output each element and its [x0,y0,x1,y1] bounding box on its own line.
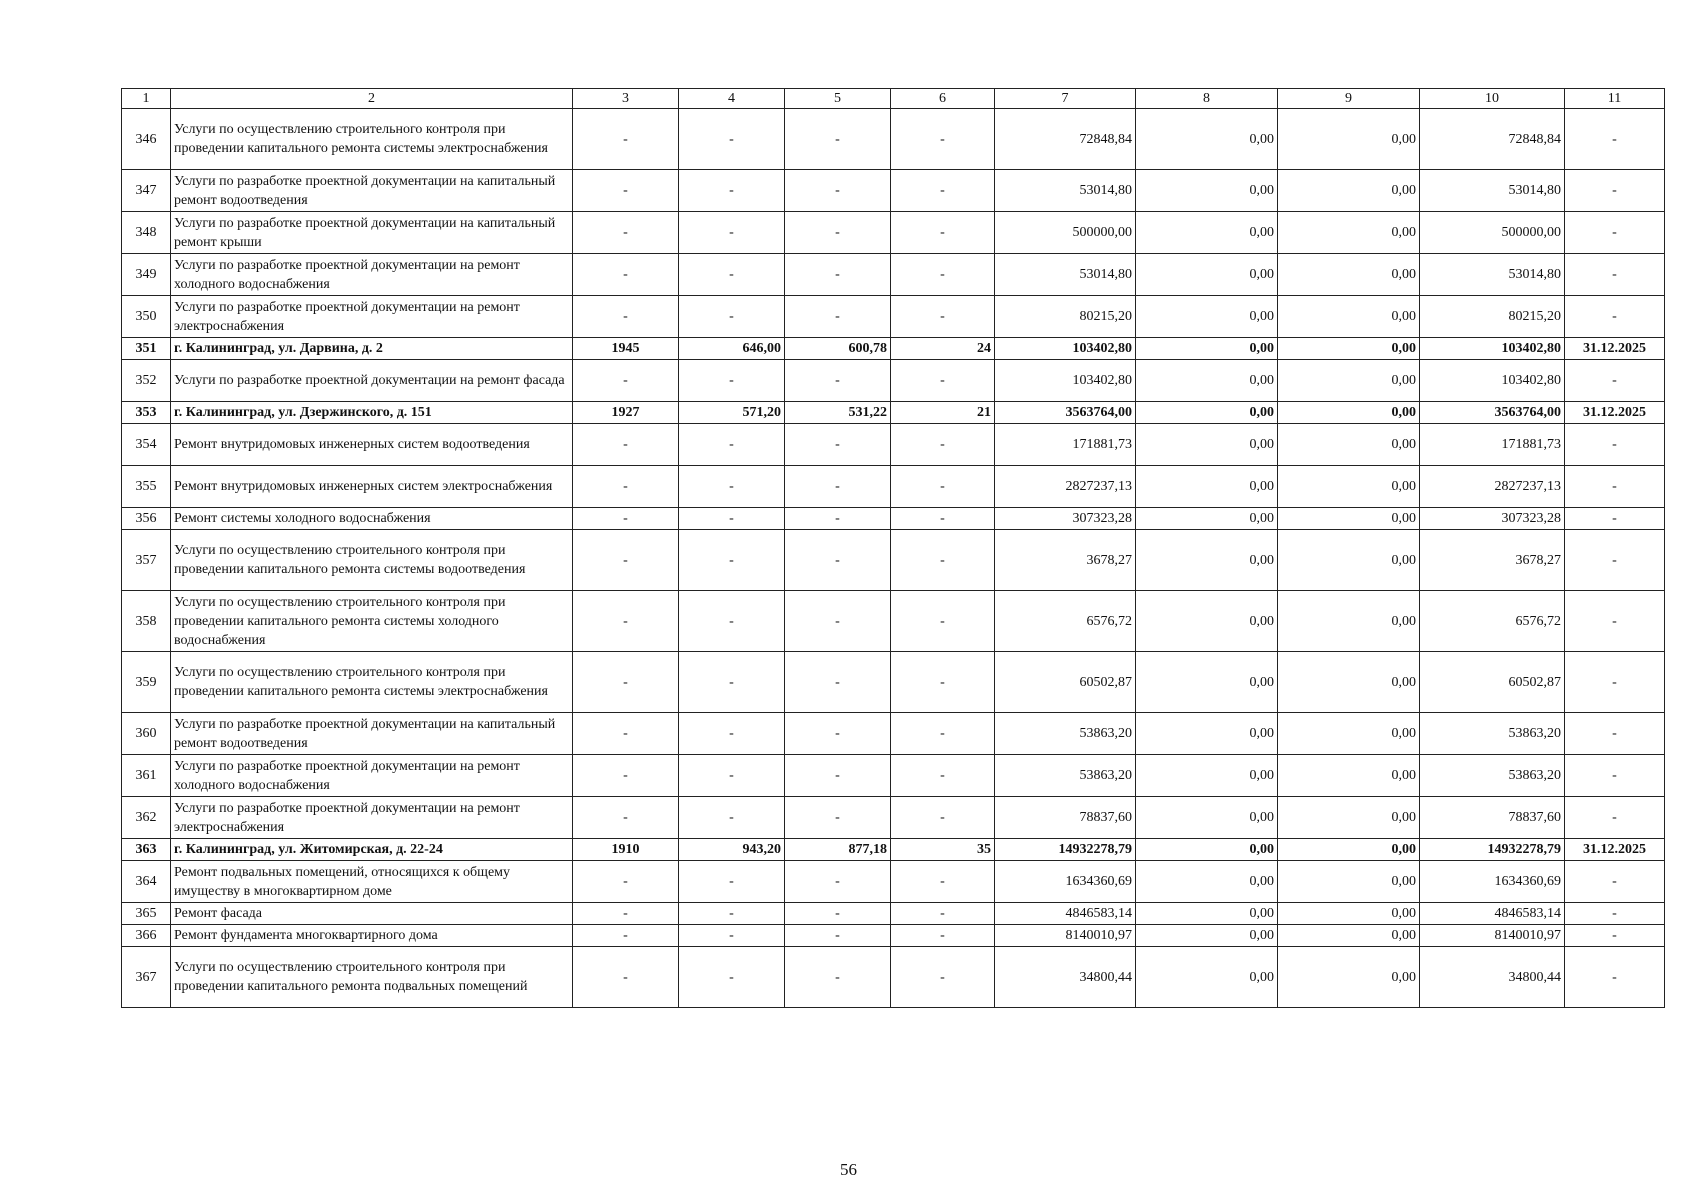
row-number-cell: 357 [122,530,171,591]
col-10-cell: 78837,60 [1420,797,1565,839]
header-cell-10: 10 [1420,89,1565,109]
col-5-cell: - [785,466,891,508]
col-5-cell: - [785,530,891,591]
col-6-cell: 35 [891,839,995,861]
col-10-cell: 14932278,79 [1420,839,1565,861]
col-10-cell: 307323,28 [1420,508,1565,530]
item-name-cell: Услуги по осуществлению строительного контроля при проведении капитального ремонта системы водоотведения [171,530,573,591]
item-name-cell: Услуги по разработке проектной документации на ремонт фасада [171,360,573,402]
row-number-cell: 366 [122,925,171,947]
col-11-cell: - [1565,903,1665,925]
table-row [122,755,1665,797]
col-5-cell: 600,78 [785,338,891,360]
col-11-cell: - [1565,424,1665,466]
col-9-cell: 0,00 [1278,713,1420,755]
col-9-cell: 0,00 [1278,360,1420,402]
row-number-cell: 361 [122,755,171,797]
col-4-cell: - [679,903,785,925]
table-row [122,591,1665,652]
header-cell-11: 11 [1565,89,1665,109]
col-3-cell: - [573,947,679,1008]
col-5-cell: - [785,755,891,797]
col-4-cell: - [679,947,785,1008]
col-11-cell: - [1565,861,1665,903]
col-7-cell: 14932278,79 [995,839,1136,861]
col-11-cell: 31.12.2025 [1565,839,1665,861]
col-7-cell: 500000,00 [995,212,1136,254]
item-name-cell: Ремонт фасада [171,903,573,925]
col-3-cell: - [573,296,679,338]
col-6-cell: - [891,109,995,170]
row-number-cell: 359 [122,652,171,713]
table-row [122,109,1665,170]
col-6-cell: - [891,508,995,530]
col-8-cell: 0,00 [1136,360,1278,402]
col-11-cell: - [1565,170,1665,212]
col-7-cell: 53863,20 [995,755,1136,797]
col-3-cell: - [573,508,679,530]
col-3-cell: - [573,755,679,797]
col-4-cell: - [679,861,785,903]
col-5-cell: 877,18 [785,839,891,861]
col-9-cell: 0,00 [1278,925,1420,947]
col-11-cell: - [1565,797,1665,839]
table-row [122,296,1665,338]
col-9-cell: 0,00 [1278,424,1420,466]
col-5-cell: - [785,925,891,947]
table-row [122,947,1665,1008]
col-5-cell: - [785,591,891,652]
row-number-cell: 364 [122,861,171,903]
row-number-cell: 363 [122,839,171,861]
col-11-cell: - [1565,925,1665,947]
item-name-cell: Ремонт фундамента многоквартирного дома [171,925,573,947]
col-8-cell: 0,00 [1136,591,1278,652]
col-8-cell: 0,00 [1136,296,1278,338]
col-10-cell: 53014,80 [1420,254,1565,296]
col-7-cell: 3678,27 [995,530,1136,591]
col-3-cell: - [573,861,679,903]
col-10-cell: 103402,80 [1420,338,1565,360]
row-number-cell: 365 [122,903,171,925]
col-11-cell: - [1565,947,1665,1008]
col-3-cell: - [573,903,679,925]
col-9-cell: 0,00 [1278,861,1420,903]
col-9-cell: 0,00 [1278,530,1420,591]
header-cell-6: 6 [891,89,995,109]
col-4-cell: - [679,755,785,797]
col-3-cell: - [573,713,679,755]
col-5-cell: - [785,861,891,903]
col-3-cell: 1927 [573,402,679,424]
col-6-cell: - [891,466,995,508]
col-11-cell: 31.12.2025 [1565,338,1665,360]
col-10-cell: 500000,00 [1420,212,1565,254]
table-row [122,402,1665,424]
col-3-cell: - [573,360,679,402]
item-name-cell: Услуги по разработке проектной документации на ремонт холодного водоснабжения [171,254,573,296]
col-8-cell: 0,00 [1136,797,1278,839]
table-row [122,652,1665,713]
row-number-cell: 346 [122,109,171,170]
col-6-cell: 21 [891,402,995,424]
col-7-cell: 4846583,14 [995,903,1136,925]
col-6-cell: - [891,755,995,797]
col-5-cell: - [785,713,891,755]
row-number-cell: 354 [122,424,171,466]
col-6-cell: - [891,254,995,296]
col-8-cell: 0,00 [1136,424,1278,466]
col-7-cell: 53863,20 [995,713,1136,755]
row-number-cell: 356 [122,508,171,530]
col-6-cell: - [891,360,995,402]
row-number-cell: 362 [122,797,171,839]
col-7-cell: 1634360,69 [995,861,1136,903]
col-11-cell: - [1565,508,1665,530]
col-10-cell: 3678,27 [1420,530,1565,591]
col-10-cell: 72848,84 [1420,109,1565,170]
col-8-cell: 0,00 [1136,402,1278,424]
col-3-cell: - [573,530,679,591]
col-7-cell: 53014,80 [995,170,1136,212]
col-7-cell: 78837,60 [995,797,1136,839]
col-10-cell: 53014,80 [1420,170,1565,212]
header-cell-2: 2 [171,89,573,109]
col-11-cell: - [1565,713,1665,755]
col-8-cell: 0,00 [1136,652,1278,713]
row-number-cell: 349 [122,254,171,296]
col-11-cell: - [1565,755,1665,797]
col-11-cell: - [1565,296,1665,338]
col-9-cell: 0,00 [1278,591,1420,652]
table-row [122,338,1665,360]
col-7-cell: 60502,87 [995,652,1136,713]
col-8-cell: 0,00 [1136,466,1278,508]
col-8-cell: 0,00 [1136,861,1278,903]
col-10-cell: 80215,20 [1420,296,1565,338]
page-number: 56 [840,1160,857,1179]
col-4-cell: 646,00 [679,338,785,360]
col-4-cell: - [679,530,785,591]
col-9-cell: 0,00 [1278,903,1420,925]
col-7-cell: 80215,20 [995,296,1136,338]
col-6-cell: - [891,713,995,755]
col-6-cell: - [891,652,995,713]
col-4-cell: - [679,797,785,839]
table-row [122,530,1665,591]
table-row [122,508,1665,530]
col-8-cell: 0,00 [1136,755,1278,797]
table-row [122,170,1665,212]
item-name-cell: Ремонт внутридомовых инженерных систем электроснабжения [171,466,573,508]
header-cell-3: 3 [573,89,679,109]
col-3-cell: 1945 [573,338,679,360]
col-5-cell: - [785,652,891,713]
col-3-cell: - [573,109,679,170]
col-9-cell: 0,00 [1278,466,1420,508]
col-10-cell: 4846583,14 [1420,903,1565,925]
col-9-cell: 0,00 [1278,170,1420,212]
col-8-cell: 0,00 [1136,925,1278,947]
col-6-cell: - [891,925,995,947]
item-name-cell: г. Калининград, ул. Житомирская, д. 22-24 [171,839,573,861]
col-7-cell: 34800,44 [995,947,1136,1008]
col-5-cell: - [785,903,891,925]
col-4-cell: - [679,925,785,947]
col-4-cell: - [679,254,785,296]
col-6-cell: - [891,424,995,466]
col-6-cell: 24 [891,338,995,360]
col-3-cell: - [573,797,679,839]
col-4-cell: - [679,212,785,254]
item-name-cell: Услуги по разработке проектной документации на ремонт электроснабжения [171,296,573,338]
col-9-cell: 0,00 [1278,212,1420,254]
item-name-cell: Услуги по осуществлению строительного контроля при проведении капитального ремонта системы электроснабжения [171,109,573,170]
col-8-cell: 0,00 [1136,338,1278,360]
row-number-cell: 347 [122,170,171,212]
col-6-cell: - [891,797,995,839]
col-9-cell: 0,00 [1278,402,1420,424]
col-3-cell: - [573,254,679,296]
header-cell-1: 1 [122,89,171,109]
table-body [122,109,1665,1008]
table-row [122,466,1665,508]
col-3-cell: - [573,212,679,254]
col-11-cell: - [1565,591,1665,652]
col-11-cell: - [1565,360,1665,402]
col-8-cell: 0,00 [1136,109,1278,170]
col-5-cell: - [785,797,891,839]
table-row [122,861,1665,903]
col-10-cell: 2827237,13 [1420,466,1565,508]
col-7-cell: 3563764,00 [995,402,1136,424]
col-11-cell: - [1565,254,1665,296]
item-name-cell: г. Калининград, ул. Дзержинского, д. 151 [171,402,573,424]
col-6-cell: - [891,530,995,591]
col-4-cell: - [679,424,785,466]
col-4-cell: 943,20 [679,839,785,861]
row-number-cell: 358 [122,591,171,652]
table-row [122,713,1665,755]
item-name-cell: Услуги по разработке проектной документации на ремонт холодного водоснабжения [171,755,573,797]
col-10-cell: 8140010,97 [1420,925,1565,947]
row-number-cell: 367 [122,947,171,1008]
col-7-cell: 307323,28 [995,508,1136,530]
row-number-cell: 360 [122,713,171,755]
col-8-cell: 0,00 [1136,903,1278,925]
col-7-cell: 6576,72 [995,591,1136,652]
header-cell-9: 9 [1278,89,1420,109]
col-10-cell: 53863,20 [1420,713,1565,755]
col-9-cell: 0,00 [1278,508,1420,530]
col-8-cell: 0,00 [1136,508,1278,530]
col-11-cell: - [1565,212,1665,254]
col-6-cell: - [891,861,995,903]
col-4-cell: 571,20 [679,402,785,424]
col-8-cell: 0,00 [1136,947,1278,1008]
col-4-cell: - [679,713,785,755]
item-name-cell: Ремонт внутридомовых инженерных систем водоотведения [171,424,573,466]
col-4-cell: - [679,652,785,713]
header-cell-5: 5 [785,89,891,109]
col-3-cell: - [573,466,679,508]
col-11-cell: 31.12.2025 [1565,402,1665,424]
col-8-cell: 0,00 [1136,254,1278,296]
col-5-cell: - [785,296,891,338]
col-3-cell: 1910 [573,839,679,861]
col-10-cell: 171881,73 [1420,424,1565,466]
col-7-cell: 171881,73 [995,424,1136,466]
col-10-cell: 1634360,69 [1420,861,1565,903]
col-6-cell: - [891,591,995,652]
table-row [122,839,1665,861]
col-8-cell: 0,00 [1136,713,1278,755]
header-cell-7: 7 [995,89,1136,109]
col-9-cell: 0,00 [1278,797,1420,839]
capital-repair-table [121,88,1665,1008]
col-6-cell: - [891,170,995,212]
col-9-cell: 0,00 [1278,947,1420,1008]
col-10-cell: 60502,87 [1420,652,1565,713]
item-name-cell: Услуги по разработке проектной документации на капитальный ремонт водоотведения [171,713,573,755]
col-8-cell: 0,00 [1136,530,1278,591]
item-name-cell: Услуги по разработке проектной документации на капитальный ремонт крыши [171,212,573,254]
table-row [122,254,1665,296]
header-row [122,89,1665,109]
item-name-cell: Ремонт системы холодного водоснабжения [171,508,573,530]
col-5-cell: 531,22 [785,402,891,424]
col-9-cell: 0,00 [1278,652,1420,713]
table-row [122,903,1665,925]
col-11-cell: - [1565,466,1665,508]
table-row [122,360,1665,402]
col-9-cell: 0,00 [1278,254,1420,296]
item-name-cell: Услуги по разработке проектной документации на капитальный ремонт водоотведения [171,170,573,212]
col-7-cell: 103402,80 [995,360,1136,402]
col-4-cell: - [679,296,785,338]
col-9-cell: 0,00 [1278,296,1420,338]
col-4-cell: - [679,591,785,652]
item-name-cell: Услуги по осуществлению строительного контроля при проведении капитального ремонта подвальных помещений [171,947,573,1008]
row-number-cell: 355 [122,466,171,508]
col-7-cell: 72848,84 [995,109,1136,170]
table-row [122,212,1665,254]
col-3-cell: - [573,424,679,466]
item-name-cell: Услуги по осуществлению строительного контроля при проведении капитального ремонта системы холодного водоснабжения [171,591,573,652]
item-name-cell: Услуги по разработке проектной документации на ремонт электроснабжения [171,797,573,839]
col-5-cell: - [785,424,891,466]
table-row [122,797,1665,839]
header-cell-4: 4 [679,89,785,109]
col-7-cell: 8140010,97 [995,925,1136,947]
col-3-cell: - [573,591,679,652]
col-8-cell: 0,00 [1136,212,1278,254]
row-number-cell: 348 [122,212,171,254]
col-5-cell: - [785,109,891,170]
col-5-cell: - [785,170,891,212]
col-4-cell: - [679,170,785,212]
row-number-cell: 352 [122,360,171,402]
col-5-cell: - [785,508,891,530]
col-6-cell: - [891,212,995,254]
col-6-cell: - [891,947,995,1008]
col-10-cell: 34800,44 [1420,947,1565,1008]
header-cell-8: 8 [1136,89,1278,109]
col-5-cell: - [785,254,891,296]
col-5-cell: - [785,212,891,254]
item-name-cell: г. Калининград, ул. Дарвина, д. 2 [171,338,573,360]
col-11-cell: - [1565,652,1665,713]
table-row [122,925,1665,947]
col-7-cell: 103402,80 [995,338,1136,360]
table-row [122,424,1665,466]
col-9-cell: 0,00 [1278,338,1420,360]
col-6-cell: - [891,903,995,925]
col-8-cell: 0,00 [1136,839,1278,861]
item-name-cell: Ремонт подвальных помещений, относящихся к общему имуществу в многоквартирном доме [171,861,573,903]
col-3-cell: - [573,652,679,713]
col-5-cell: - [785,360,891,402]
col-6-cell: - [891,296,995,338]
row-number-cell: 353 [122,402,171,424]
col-9-cell: 0,00 [1278,109,1420,170]
col-9-cell: 0,00 [1278,839,1420,861]
col-4-cell: - [679,508,785,530]
row-number-cell: 351 [122,338,171,360]
col-4-cell: - [679,466,785,508]
col-10-cell: 53863,20 [1420,755,1565,797]
col-10-cell: 3563764,00 [1420,402,1565,424]
col-11-cell: - [1565,530,1665,591]
col-10-cell: 103402,80 [1420,360,1565,402]
col-3-cell: - [573,925,679,947]
col-7-cell: 53014,80 [995,254,1136,296]
row-number-cell: 350 [122,296,171,338]
col-4-cell: - [679,360,785,402]
item-name-cell: Услуги по осуществлению строительного контроля при проведении капитального ремонта системы электроснабжения [171,652,573,713]
col-7-cell: 2827237,13 [995,466,1136,508]
col-3-cell: - [573,170,679,212]
col-9-cell: 0,00 [1278,755,1420,797]
col-5-cell: - [785,947,891,1008]
col-8-cell: 0,00 [1136,170,1278,212]
col-11-cell: - [1565,109,1665,170]
col-4-cell: - [679,109,785,170]
col-10-cell: 6576,72 [1420,591,1565,652]
